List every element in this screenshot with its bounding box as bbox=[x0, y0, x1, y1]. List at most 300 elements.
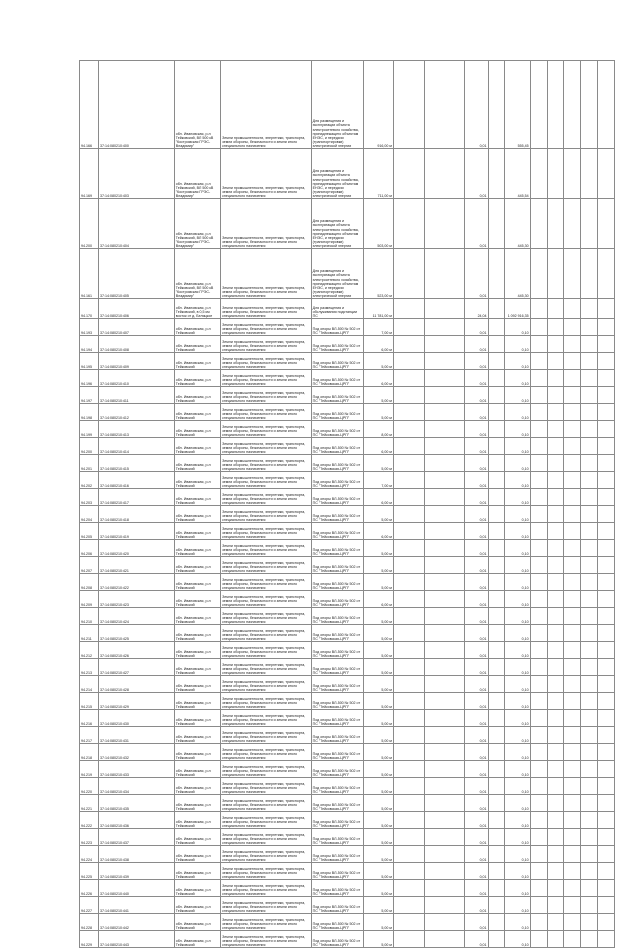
table-row bbox=[80, 506, 615, 523]
empty-cell bbox=[564, 693, 581, 710]
empty-cell bbox=[564, 299, 581, 319]
address-cell: обл. Ивановская, р-н Тейковский bbox=[174, 404, 220, 421]
area-cell: 916,00 м bbox=[364, 61, 393, 149]
table-row bbox=[80, 199, 615, 249]
rate-cell: 0,01 bbox=[465, 829, 488, 846]
amount-cell: 0,10 bbox=[505, 319, 530, 336]
area-cell: 5,00 м bbox=[364, 846, 393, 863]
empty-cell bbox=[564, 472, 581, 489]
empty-cell bbox=[488, 574, 505, 591]
rate-cell: 0,01 bbox=[465, 574, 488, 591]
land-category-cell: Земли промышленности, энергетики, транспорта, земли обороны, безопасности и земли иного специального назначения bbox=[221, 931, 312, 948]
empty-cell bbox=[581, 591, 598, 608]
empty-cell bbox=[598, 489, 615, 506]
empty-cell bbox=[581, 676, 598, 693]
table-row bbox=[80, 489, 615, 506]
address-cell: обл. Ивановская, р-н Тейковский bbox=[174, 931, 220, 948]
empty-cell bbox=[393, 472, 425, 489]
address-cell: обл. Ивановская, р-н Тейковский, ВЛ 500 кВ "Костромская ГРЭС-Владимир" bbox=[174, 249, 220, 299]
cadastral-number-cell: 37:14:080210:407 bbox=[98, 319, 174, 336]
empty-cell bbox=[530, 149, 547, 199]
empty-cell bbox=[598, 574, 615, 591]
area-cell: 7,00 м bbox=[364, 472, 393, 489]
address-cell: обл. Ивановская, р-н Тейковский bbox=[174, 489, 220, 506]
rate-cell: 0,01 bbox=[465, 676, 488, 693]
empty-cell bbox=[530, 591, 547, 608]
table-row bbox=[80, 455, 615, 472]
amount-cell: 0,10 bbox=[505, 897, 530, 914]
empty-cell bbox=[530, 370, 547, 387]
empty-cell bbox=[598, 299, 615, 319]
empty-cell bbox=[393, 642, 425, 659]
empty-cell bbox=[425, 421, 465, 438]
cadastral-number-cell: 37:14:080210:422 bbox=[98, 574, 174, 591]
empty-cell bbox=[598, 897, 615, 914]
cadastral-number-cell: 37:14:080210:412 bbox=[98, 404, 174, 421]
rate-cell: 0,01 bbox=[465, 438, 488, 455]
land-category-cell: Земли промышленности, энергетики, транспорта, земли обороны, безопасности и земли иного специального назначения bbox=[221, 863, 312, 880]
register-page bbox=[79, 60, 615, 948]
empty-cell bbox=[530, 404, 547, 421]
empty-cell bbox=[598, 846, 615, 863]
empty-cell bbox=[488, 642, 505, 659]
permitted-use-cell: Под опоры ВЛ-500 № 502 от ПС "Тейковская-ЦРП" bbox=[311, 812, 364, 829]
empty-cell bbox=[581, 659, 598, 676]
empty-cell bbox=[393, 540, 425, 557]
empty-cell bbox=[598, 659, 615, 676]
empty-cell bbox=[393, 319, 425, 336]
amount-cell: 0,10 bbox=[505, 438, 530, 455]
empty-cell bbox=[547, 404, 564, 421]
address-cell: обл. Ивановская, р-н Тейковский bbox=[174, 795, 220, 812]
land-category-cell: Земли промышленности, энергетики, транспорта, земли обороны, безопасности и земли иного специального назначения bbox=[221, 557, 312, 574]
area-cell: 5,00 м bbox=[364, 880, 393, 897]
land-category-cell: Земли промышленности, энергетики, транспорта, земли обороны, безопасности и земли иного специального назначения bbox=[221, 591, 312, 608]
area-cell: 5,00 м bbox=[364, 795, 393, 812]
empty-cell bbox=[547, 299, 564, 319]
empty-cell bbox=[581, 897, 598, 914]
empty-cell bbox=[598, 404, 615, 421]
cadastral-number-cell: 37:14:080210:411 bbox=[98, 387, 174, 404]
amount-cell: 0,10 bbox=[505, 421, 530, 438]
empty-cell bbox=[581, 506, 598, 523]
empty-cell bbox=[598, 693, 615, 710]
empty-cell bbox=[393, 149, 425, 199]
land-category-cell: Земли промышленности, энергетики, транспорта, земли обороны, безопасности и земли иного специального назначения bbox=[221, 199, 312, 249]
rate-cell: 0,01 bbox=[465, 523, 488, 540]
address-cell: обл. Ивановская, р-н Тейковский bbox=[174, 319, 220, 336]
permitted-use-cell: Под опоры ВЛ-500 № 502 от ПС "Тейковская-ЦРП" bbox=[311, 608, 364, 625]
row-number-cell: 94.229 bbox=[80, 931, 99, 948]
row-number-cell: 94.197 bbox=[80, 387, 99, 404]
empty-cell bbox=[581, 880, 598, 897]
permitted-use-cell: Под опоры ВЛ-500 № 502 от ПС "Тейковская-ЦРП" bbox=[311, 880, 364, 897]
amount-cell: 0,10 bbox=[505, 540, 530, 557]
table-row bbox=[80, 421, 615, 438]
area-cell: 5,00 м bbox=[364, 404, 393, 421]
address-cell: обл. Ивановская, р-н Тейковский bbox=[174, 880, 220, 897]
land-category-cell: Земли промышленности, энергетики, транспорта, земли обороны, безопасности и земли иного специального назначения bbox=[221, 693, 312, 710]
empty-cell bbox=[393, 829, 425, 846]
empty-cell bbox=[564, 778, 581, 795]
empty-cell bbox=[488, 880, 505, 897]
rate-cell: 0,01 bbox=[465, 642, 488, 659]
amount-cell: 0,10 bbox=[505, 727, 530, 744]
permitted-use-cell: Под опоры ВЛ-500 № 502 от ПС "Тейковская-ЦРП" bbox=[311, 642, 364, 659]
cadastral-number-cell: 37:14:080210:427 bbox=[98, 659, 174, 676]
empty-cell bbox=[564, 199, 581, 249]
rate-cell: 0,01 bbox=[465, 710, 488, 727]
empty-cell bbox=[564, 61, 581, 149]
empty-cell bbox=[530, 931, 547, 948]
address-cell: обл. Ивановская, р-н Тейковский bbox=[174, 897, 220, 914]
empty-cell bbox=[564, 676, 581, 693]
empty-cell bbox=[547, 523, 564, 540]
empty-cell bbox=[488, 489, 505, 506]
area-cell: 5,00 м bbox=[364, 829, 393, 846]
empty-cell bbox=[581, 438, 598, 455]
empty-cell bbox=[488, 846, 505, 863]
empty-cell bbox=[530, 438, 547, 455]
row-number-cell: 94.208 bbox=[80, 574, 99, 591]
area-cell: 5,00 м bbox=[364, 574, 393, 591]
table-row bbox=[80, 438, 615, 455]
empty-cell bbox=[393, 387, 425, 404]
row-number-cell: 94.217 bbox=[80, 727, 99, 744]
empty-cell bbox=[530, 744, 547, 761]
empty-cell bbox=[581, 149, 598, 199]
empty-cell bbox=[564, 421, 581, 438]
empty-cell bbox=[598, 455, 615, 472]
address-cell: обл. Ивановская, р-н Тейковский bbox=[174, 812, 220, 829]
area-cell: 7,00 м bbox=[364, 319, 393, 336]
amount-cell: 0,10 bbox=[505, 812, 530, 829]
empty-cell bbox=[425, 744, 465, 761]
row-number-cell: 94.210 bbox=[80, 608, 99, 625]
rate-cell: 0,01 bbox=[465, 659, 488, 676]
empty-cell bbox=[530, 778, 547, 795]
area-cell: 5,00 м bbox=[364, 676, 393, 693]
address-cell: обл. Ивановская, р-н Тейковский bbox=[174, 557, 220, 574]
amount-cell: 0,10 bbox=[505, 455, 530, 472]
permitted-use-cell: Под опоры ВЛ-500 № 502 от ПС "Тейковская-ЦРП" bbox=[311, 693, 364, 710]
empty-cell bbox=[425, 61, 465, 149]
empty-cell bbox=[425, 353, 465, 370]
area-cell: 5,00 м bbox=[364, 778, 393, 795]
table-row bbox=[80, 642, 615, 659]
rate-cell: 0,01 bbox=[465, 795, 488, 812]
address-cell: обл. Ивановская, р-н Тейковский bbox=[174, 863, 220, 880]
empty-cell bbox=[581, 489, 598, 506]
empty-cell bbox=[598, 557, 615, 574]
amount-cell: 0,10 bbox=[505, 370, 530, 387]
empty-cell bbox=[598, 829, 615, 846]
empty-cell bbox=[488, 421, 505, 438]
permitted-use-cell: Под опоры ВЛ-500 № 502 от ПС "Тейковская-ЦРП" bbox=[311, 523, 364, 540]
empty-cell bbox=[425, 404, 465, 421]
land-category-cell: Земли промышленности, энергетики, транспорта, земли обороны, безопасности и земли иного специального назначения bbox=[221, 299, 312, 319]
address-cell: обл. Ивановская, р-н Тейковский, в 0,5 км восток от д. Беляцкое bbox=[174, 299, 220, 319]
empty-cell bbox=[488, 370, 505, 387]
address-cell: обл. Ивановская, р-н Тейковский bbox=[174, 353, 220, 370]
empty-cell bbox=[598, 761, 615, 778]
area-cell: 5,00 м bbox=[364, 761, 393, 778]
permitted-use-cell: Под опоры ВЛ-500 № 502 от ПС "Тейковская-ЦРП" bbox=[311, 914, 364, 931]
empty-cell bbox=[547, 846, 564, 863]
address-cell: обл. Ивановская, р-н Тейковский bbox=[174, 370, 220, 387]
permitted-use-cell: Под опоры ВЛ-500 № 502 от ПС "Тейковская-ЦРП" bbox=[311, 761, 364, 778]
amount-cell: 0,10 bbox=[505, 608, 530, 625]
row-number-cell: 94.219 bbox=[80, 761, 99, 778]
empty-cell bbox=[547, 438, 564, 455]
empty-cell bbox=[581, 370, 598, 387]
empty-cell bbox=[547, 727, 564, 744]
table-row bbox=[80, 319, 615, 336]
empty-cell bbox=[393, 557, 425, 574]
address-cell: обл. Ивановская, р-н Тейковский bbox=[174, 659, 220, 676]
address-cell: обл. Ивановская, р-н Тейковский bbox=[174, 472, 220, 489]
address-cell: обл. Ивановская, р-н Тейковский bbox=[174, 914, 220, 931]
row-number-cell: 94.215 bbox=[80, 693, 99, 710]
empty-cell bbox=[530, 506, 547, 523]
area-cell: 5,00 м bbox=[364, 659, 393, 676]
empty-cell bbox=[547, 642, 564, 659]
empty-cell bbox=[547, 455, 564, 472]
table-row bbox=[80, 149, 615, 199]
empty-cell bbox=[488, 199, 505, 249]
empty-cell bbox=[393, 591, 425, 608]
empty-cell bbox=[581, 249, 598, 299]
empty-cell bbox=[425, 897, 465, 914]
cadastral-number-cell: 37:14:080210:409 bbox=[98, 353, 174, 370]
amount-cell: 0,10 bbox=[505, 574, 530, 591]
empty-cell bbox=[393, 727, 425, 744]
empty-cell bbox=[393, 710, 425, 727]
amount-cell: 0,10 bbox=[505, 829, 530, 846]
amount-cell: 0,10 bbox=[505, 472, 530, 489]
permitted-use-cell: Под опоры ВЛ-500 № 502 от ПС "Тейковская-ЦРП" bbox=[311, 574, 364, 591]
empty-cell bbox=[530, 625, 547, 642]
empty-cell bbox=[425, 659, 465, 676]
empty-cell bbox=[530, 557, 547, 574]
land-category-cell: Земли промышленности, энергетики, транспорта, земли обороны, безопасности и земли иного специального назначения bbox=[221, 710, 312, 727]
amount-cell: 445,30 bbox=[505, 199, 530, 249]
address-cell: обл. Ивановская, р-н Тейковский bbox=[174, 693, 220, 710]
land-category-cell: Земли промышленности, энергетики, транспорта, земли обороны, безопасности и земли иного специального назначения bbox=[221, 761, 312, 778]
empty-cell bbox=[393, 421, 425, 438]
empty-cell bbox=[488, 353, 505, 370]
empty-cell bbox=[564, 642, 581, 659]
empty-cell bbox=[393, 336, 425, 353]
permitted-use-cell: Под опоры ВЛ-500 № 502 от ПС "Тейковская-ЦРП" bbox=[311, 727, 364, 744]
permitted-use-cell: Под опоры ВЛ-500 № 502 от ПС "Тейковская-ЦРП" bbox=[311, 319, 364, 336]
empty-cell bbox=[564, 608, 581, 625]
empty-cell bbox=[530, 795, 547, 812]
empty-cell bbox=[393, 404, 425, 421]
empty-cell bbox=[425, 540, 465, 557]
empty-cell bbox=[488, 319, 505, 336]
empty-cell bbox=[425, 472, 465, 489]
empty-cell bbox=[547, 744, 564, 761]
area-cell: 5,00 м bbox=[364, 642, 393, 659]
land-category-cell: Земли промышленности, энергетики, транспорта, земли обороны, безопасности и земли иного специального назначения bbox=[221, 608, 312, 625]
amount-cell: 0,10 bbox=[505, 625, 530, 642]
empty-cell bbox=[393, 795, 425, 812]
land-category-cell: Земли промышленности, энергетики, транспорта, земли обороны, безопасности и земли иного специального назначения bbox=[221, 625, 312, 642]
area-cell: 6,00 м bbox=[364, 523, 393, 540]
area-cell: 5,00 м bbox=[364, 914, 393, 931]
empty-cell bbox=[425, 438, 465, 455]
empty-cell bbox=[425, 829, 465, 846]
table-row bbox=[80, 557, 615, 574]
permitted-use-cell: Под опоры ВЛ-500 № 502 от ПС "Тейковская-ЦРП" bbox=[311, 829, 364, 846]
empty-cell bbox=[581, 199, 598, 249]
empty-cell bbox=[547, 693, 564, 710]
empty-cell bbox=[564, 744, 581, 761]
empty-cell bbox=[530, 829, 547, 846]
address-cell: обл. Ивановская, р-н Тейковский bbox=[174, 608, 220, 625]
permitted-use-cell: Под опоры ВЛ-500 № 502 от ПС "Тейковская-ЦРП" bbox=[311, 897, 364, 914]
permitted-use-cell: Под опоры ВЛ-500 № 502 от ПС "Тейковская-ЦРП" bbox=[311, 676, 364, 693]
table-row bbox=[80, 472, 615, 489]
empty-cell bbox=[581, 812, 598, 829]
table-row bbox=[80, 659, 615, 676]
table-row bbox=[80, 761, 615, 778]
area-cell: 5,00 м bbox=[364, 812, 393, 829]
empty-cell bbox=[581, 574, 598, 591]
land-category-cell: Земли промышленности, энергетики, транспорта, земли обороны, безопасности и земли иного специального назначения bbox=[221, 455, 312, 472]
empty-cell bbox=[564, 897, 581, 914]
table-row bbox=[80, 370, 615, 387]
empty-cell bbox=[530, 61, 547, 149]
empty-cell bbox=[425, 880, 465, 897]
empty-cell bbox=[598, 319, 615, 336]
cadastral-number-cell: 37:14:080210:423 bbox=[98, 591, 174, 608]
amount-cell: 0,10 bbox=[505, 863, 530, 880]
land-category-cell: Земли промышленности, энергетики, транспорта, земли обороны, безопасности и земли иного специального назначения bbox=[221, 795, 312, 812]
empty-cell bbox=[564, 370, 581, 387]
row-number-cell: 94.209 bbox=[80, 591, 99, 608]
area-cell: 711,00 м bbox=[364, 149, 393, 199]
amount-cell: 0,10 bbox=[505, 914, 530, 931]
empty-cell bbox=[547, 897, 564, 914]
row-number-cell: 94.200 bbox=[80, 199, 99, 249]
table-row bbox=[80, 846, 615, 863]
empty-cell bbox=[598, 370, 615, 387]
land-category-cell: Земли промышленности, энергетики, транспорта, земли обороны, безопасности и земли иного специального назначения bbox=[221, 438, 312, 455]
empty-cell bbox=[564, 523, 581, 540]
rate-cell: 24,04 bbox=[465, 299, 488, 319]
empty-cell bbox=[598, 353, 615, 370]
cadastral-number-cell: 37:14:080210:420 bbox=[98, 540, 174, 557]
amount-cell: 0,10 bbox=[505, 659, 530, 676]
cadastral-number-cell: 37:14:080210:406 bbox=[98, 299, 174, 319]
empty-cell bbox=[598, 914, 615, 931]
empty-cell bbox=[488, 914, 505, 931]
empty-cell bbox=[564, 574, 581, 591]
empty-cell bbox=[598, 506, 615, 523]
empty-cell bbox=[598, 421, 615, 438]
empty-cell bbox=[425, 199, 465, 249]
empty-cell bbox=[564, 914, 581, 931]
permitted-use-cell: Под опоры ВЛ-500 № 502 от ПС "Тейковская-ЦРП" bbox=[311, 778, 364, 795]
empty-cell bbox=[547, 676, 564, 693]
empty-cell bbox=[425, 608, 465, 625]
amount-cell: 0,10 bbox=[505, 846, 530, 863]
amount-cell: 0,10 bbox=[505, 404, 530, 421]
empty-cell bbox=[598, 61, 615, 149]
empty-cell bbox=[393, 299, 425, 319]
empty-cell bbox=[425, 591, 465, 608]
empty-cell bbox=[564, 761, 581, 778]
land-parcel-register-table bbox=[79, 60, 615, 948]
empty-cell bbox=[488, 897, 505, 914]
empty-cell bbox=[425, 299, 465, 319]
table-row bbox=[80, 353, 615, 370]
permitted-use-cell: Под опоры ВЛ-500 № 502 от ПС "Тейковская-ЦРП" bbox=[311, 370, 364, 387]
area-cell: 503,00 м bbox=[364, 199, 393, 249]
empty-cell bbox=[530, 472, 547, 489]
empty-cell bbox=[393, 523, 425, 540]
address-cell: обл. Ивановская, р-н Тейковский bbox=[174, 540, 220, 557]
empty-cell bbox=[488, 506, 505, 523]
land-category-cell: Земли промышленности, энергетики, транспорта, земли обороны, безопасности и земли иного специального назначения bbox=[221, 914, 312, 931]
empty-cell bbox=[425, 506, 465, 523]
cadastral-number-cell: 37:14:080210:410 bbox=[98, 370, 174, 387]
empty-cell bbox=[488, 744, 505, 761]
empty-cell bbox=[581, 693, 598, 710]
empty-cell bbox=[581, 795, 598, 812]
empty-cell bbox=[564, 455, 581, 472]
empty-cell bbox=[564, 710, 581, 727]
empty-cell bbox=[581, 387, 598, 404]
cadastral-number-cell: 37:14:080210:421 bbox=[98, 557, 174, 574]
empty-cell bbox=[547, 199, 564, 249]
cadastral-number-cell: 37:14:080210:400 bbox=[98, 61, 174, 149]
rate-cell: 0,01 bbox=[465, 506, 488, 523]
empty-cell bbox=[598, 249, 615, 299]
amount-cell: 0,10 bbox=[505, 880, 530, 897]
empty-cell bbox=[488, 931, 505, 948]
land-category-cell: Земли промышленности, энергетики, транспорта, земли обороны, безопасности и земли иного специального назначения bbox=[221, 353, 312, 370]
empty-cell bbox=[488, 761, 505, 778]
empty-cell bbox=[425, 557, 465, 574]
empty-cell bbox=[530, 455, 547, 472]
row-number-cell: 94.226 bbox=[80, 880, 99, 897]
row-number-cell: 94.200 bbox=[80, 438, 99, 455]
empty-cell bbox=[393, 778, 425, 795]
address-cell: обл. Ивановская, р-н Тейковский bbox=[174, 387, 220, 404]
empty-cell bbox=[564, 336, 581, 353]
permitted-use-cell: Под опоры ВЛ-500 № 502 от ПС "Тейковская-ЦРП" bbox=[311, 659, 364, 676]
land-category-cell: Земли промышленности, энергетики, транспорта, земли обороны, безопасности и земли иного специального назначения bbox=[221, 897, 312, 914]
area-cell: 5,00 м bbox=[364, 557, 393, 574]
empty-cell bbox=[393, 506, 425, 523]
empty-cell bbox=[581, 931, 598, 948]
rate-cell: 0,01 bbox=[465, 812, 488, 829]
rate-cell: 0,01 bbox=[465, 863, 488, 880]
cadastral-number-cell: 37:14:080210:431 bbox=[98, 727, 174, 744]
cadastral-number-cell: 37:14:080210:442 bbox=[98, 914, 174, 931]
empty-cell bbox=[530, 489, 547, 506]
permitted-use-cell: Под опоры ВЛ-500 № 502 от ПС "Тейковская-ЦРП" bbox=[311, 472, 364, 489]
row-number-cell: 94.225 bbox=[80, 863, 99, 880]
empty-cell bbox=[488, 795, 505, 812]
cadastral-number-cell: 37:14:080210:441 bbox=[98, 897, 174, 914]
empty-cell bbox=[564, 591, 581, 608]
row-number-cell: 94.169 bbox=[80, 149, 99, 199]
permitted-use-cell: Для размещения и эксплуатации объекта электросетевого хозяйства, принадлежащего объектам ЕНЭС, и передачи (транспортировки) электрической энергии bbox=[311, 199, 364, 249]
